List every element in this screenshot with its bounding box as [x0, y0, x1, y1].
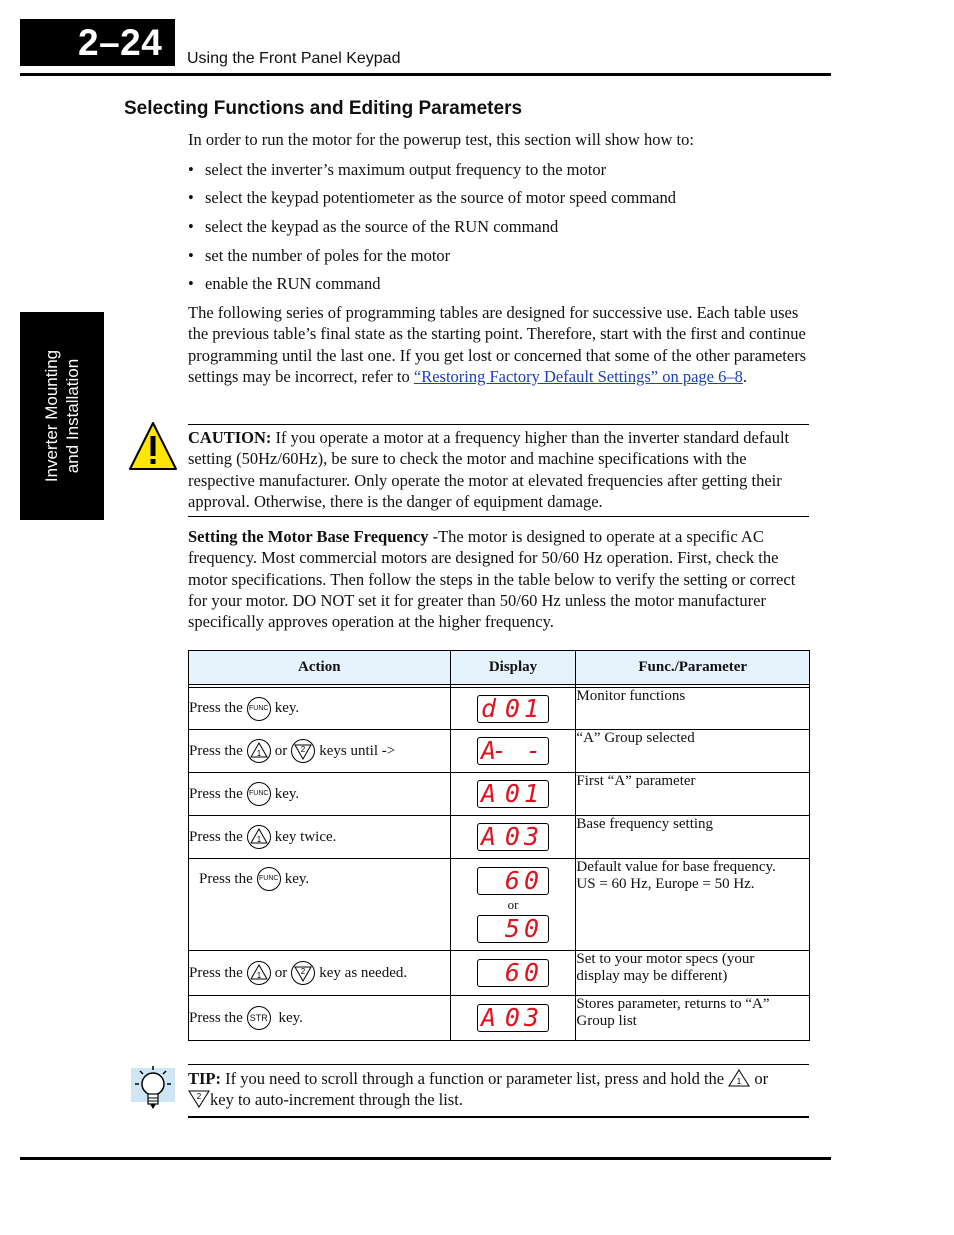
func-cell: [576, 996, 810, 1041]
press-the-text: Press the: [189, 828, 243, 845]
func-cell: First “A” parameter: [576, 773, 810, 816]
lcd-display: [477, 695, 549, 723]
header-rule: [20, 73, 831, 76]
base-frequency-label: Setting the Motor Base Frequency: [188, 527, 429, 546]
lcd-display: [477, 780, 549, 808]
down-key-label: 2: [301, 745, 306, 754]
side-tab-label: [41, 316, 83, 516]
action-suffix: key twice.: [274, 828, 337, 845]
func-key-icon: FUNC: [247, 697, 271, 721]
header-func-parameter: Func./Parameter: [576, 651, 810, 685]
action-cell: [189, 859, 451, 951]
up-key-icon: [247, 825, 271, 849]
base-frequency-text: -The motor is designed to operate at a specific AC frequency. Most commercial motors are designed for 50/60 Hz operation. First, check the motor specifications. Then follow the steps in the table below to verify the setting or correct for your motor. DO NOT set it for greater than 50/60 Hz unless the motor manufacturer specifically approves operation at the higher frequency.: [188, 527, 796, 632]
tip-bottom-rule: [188, 1116, 809, 1118]
lcd-left: A: [481, 779, 497, 808]
press-the-text: Press the: [189, 1009, 243, 1026]
display-cell: [450, 951, 576, 996]
press-the-text: Press the: [189, 964, 243, 981]
up-key-label: 1: [256, 835, 261, 844]
action-cell: [189, 730, 451, 773]
programming-text: The following series of programming tables are designed for successive use. Each table uses the previous table’s final state as the starting point. Therefore, start with the first and continue programming until the last one. If you get lost or concerned that some of the other parameters settings may be incorrect, refer to: [188, 303, 807, 386]
press-the-text: Press the: [189, 785, 243, 802]
bullet-text: select the keypad as the source of the RUN command: [205, 217, 559, 236]
func-line: Group list: [576, 1012, 637, 1029]
lcd-right: 01: [504, 693, 544, 723]
func-line: US = 60 Hz, Europe = 50 Hz.: [576, 875, 755, 892]
func-key-icon: FUNC: [247, 782, 271, 806]
action-suffix: keys until ->: [319, 742, 396, 759]
table-row: [189, 859, 810, 951]
page-number: 2–24: [20, 19, 175, 66]
func-line: Stores parameter, returns to “A”: [576, 996, 770, 1012]
or-text: or: [274, 742, 288, 759]
func-line: display may be different): [576, 967, 728, 984]
table-row: [189, 816, 810, 859]
lcd-left: d: [481, 693, 497, 723]
str-key-icon: STR: [247, 1006, 271, 1030]
lcd-left: A: [481, 736, 497, 765]
side-tab: [20, 312, 104, 520]
lcd-right: 50: [504, 913, 544, 943]
up-key-icon: [247, 961, 271, 985]
lcd-right: 60: [504, 958, 544, 987]
header-display: Display: [450, 651, 576, 685]
lcd-display-50: [477, 915, 549, 943]
bullet-item: • enable the RUN command: [188, 274, 381, 293]
table-row: [189, 688, 810, 730]
action-suffix: key.: [274, 700, 300, 716]
or-text: or: [507, 896, 519, 912]
display-cell: [450, 730, 576, 773]
lcd-right: 03: [504, 1003, 544, 1032]
func-key-icon: FUNC: [257, 867, 281, 891]
intro-paragraph: In order to run the motor for the powerup test, this section will show how to:: [188, 130, 694, 149]
side-tab-line1: Inverter Mounting: [42, 349, 61, 483]
tip-or: or: [754, 1069, 769, 1088]
lcd-display: [477, 823, 549, 851]
footer-rule: [20, 1157, 831, 1160]
caution-text: If you operate a motor at a frequency higher than the inverter standard default setting (50Hz/60Hz), be sure to check the motor and machine specifications with the respective manufacturer. Only operate the motor at elevated frequencies after getting their approval. Otherwise, there is the danger of equipment damage.: [188, 428, 790, 511]
table-row: [189, 996, 810, 1041]
caution-bottom-rule: [188, 516, 809, 517]
programming-end: .: [742, 366, 748, 386]
bullet-text: enable the RUN command: [205, 274, 381, 293]
caution-label: CAUTION:: [188, 428, 272, 447]
tip-label: TIP:: [188, 1069, 221, 1088]
press-the-text: Press the: [199, 870, 253, 887]
down-key-label: 2: [196, 1092, 202, 1102]
bullet-text: set the number of poles for the motor: [205, 246, 451, 265]
func-cell: [576, 859, 810, 951]
table-header-row: [189, 651, 810, 685]
tip-paragraph: [188, 1068, 810, 1111]
display-cell: [450, 773, 576, 816]
display-cell: [450, 688, 576, 730]
lcd-left: A: [481, 1003, 497, 1032]
restoring-defaults-link[interactable]: “Restoring Factory Default Settings” on page 6–8: [413, 366, 743, 386]
up-key-label: 1: [737, 1077, 742, 1086]
action-cell: [189, 773, 451, 816]
programming-paragraph: [188, 302, 810, 387]
lcd-display: [477, 1004, 549, 1032]
tip-top-rule: [188, 1064, 809, 1065]
action-suffix: key.: [278, 1009, 303, 1026]
display-cell: [450, 859, 576, 951]
table-row: [189, 730, 810, 773]
action-cell: [189, 688, 451, 730]
caution-icon: [128, 421, 178, 471]
down-key-icon: [188, 1090, 210, 1108]
down-key-icon: [291, 739, 315, 763]
press-the-text: Press the: [189, 700, 243, 716]
lcd-display: [477, 737, 549, 765]
bullet-item: • select the keypad potentiometer as the source of motor speed command: [188, 188, 677, 207]
action-cell: [189, 996, 451, 1041]
tip-text-2: key to auto-increment through the list.: [210, 1090, 463, 1110]
action-suffix: key as needed.: [319, 964, 408, 981]
lcd-right: 01: [504, 779, 544, 808]
parameter-table: [188, 650, 810, 1041]
action-suffix: key.: [284, 870, 310, 887]
table-row: [189, 773, 810, 816]
bullet-item: • select the inverter’s maximum output frequency to the motor: [188, 160, 607, 179]
header-action: Action: [189, 651, 451, 685]
base-frequency-paragraph: [188, 526, 810, 632]
func-line: Default value for base frequency.: [576, 859, 776, 875]
action-cell: [189, 951, 451, 996]
up-key-icon: [247, 739, 271, 763]
up-key-icon: [728, 1069, 750, 1087]
table-row: [189, 951, 810, 996]
side-tab-line2: and Installation: [63, 358, 82, 474]
caution-top-rule: [188, 424, 809, 425]
lcd-display: [477, 959, 549, 987]
lcd-right: - -: [491, 736, 544, 765]
caution-paragraph: [188, 427, 810, 512]
or-text: or: [274, 964, 288, 981]
display-cell: [450, 816, 576, 859]
running-head: Using the Front Panel Keypad: [187, 50, 401, 67]
down-key-icon: [291, 961, 315, 985]
func-cell: Monitor functions: [576, 688, 810, 730]
func-cell: [576, 951, 810, 996]
bullet-item: • select the keypad as the source of the RUN command: [188, 217, 559, 236]
down-key-label: 2: [301, 967, 306, 976]
bullet-text: select the inverter’s maximum output frequency to the motor: [205, 160, 607, 179]
lcd-display-60: [477, 867, 549, 895]
section-title: Selecting Functions and Editing Parameters: [124, 98, 523, 119]
func-cell: “A” Group selected: [576, 730, 810, 773]
press-the-text: Press the: [189, 742, 243, 759]
action-suffix: key.: [274, 785, 300, 802]
lcd-left: A: [481, 822, 497, 851]
bullet-item: • set the number of poles for the motor: [188, 246, 451, 265]
up-key-label: 1: [256, 971, 261, 980]
lightbulb-icon: [129, 1064, 177, 1116]
action-cell: [189, 816, 451, 859]
func-line: Set to your motor specs (your: [576, 951, 755, 967]
lcd-right: 60: [504, 865, 544, 895]
lcd-right: 03: [504, 822, 544, 851]
func-cell: Base frequency setting: [576, 816, 810, 859]
tip-text-1: If you need to scroll through a function or parameter list, press and hold the: [221, 1069, 729, 1088]
bullet-text: select the keypad potentiometer as the source of motor speed command: [205, 188, 677, 207]
display-cell: [450, 996, 576, 1041]
up-key-label: 1: [256, 749, 261, 758]
